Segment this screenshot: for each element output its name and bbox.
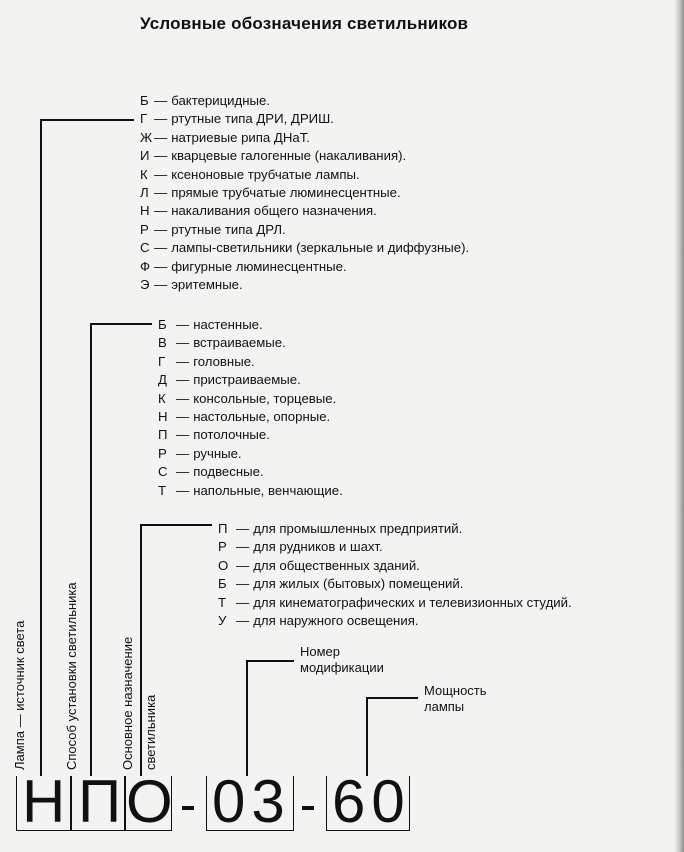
purpose-connector-horizontal bbox=[140, 524, 212, 526]
lamp-type-item bbox=[140, 147, 469, 165]
lamp-type-code: Л bbox=[140, 185, 149, 201]
install-type-dash: — bbox=[176, 409, 190, 425]
lamp-type-item bbox=[140, 110, 469, 128]
code-power-number: 60 bbox=[332, 768, 411, 835]
purpose-type-text: для кинематографических и телевизионных студий. bbox=[253, 594, 572, 610]
purpose-type-list bbox=[218, 520, 572, 630]
install-type-item bbox=[158, 371, 343, 389]
purpose-type-code: П bbox=[218, 521, 228, 536]
modification-label: Номер модификации bbox=[300, 644, 384, 675]
install-type-code: Б bbox=[158, 317, 167, 332]
purpose-type-text: для рудников и шахт. bbox=[253, 539, 383, 555]
install-type-item bbox=[158, 408, 343, 426]
purpose-type-text: для общественных зданий. bbox=[253, 557, 420, 573]
code-separator-1 bbox=[182, 806, 194, 810]
lamp-type-dash: — bbox=[154, 185, 168, 201]
lamp-type-item bbox=[140, 239, 469, 257]
install-type-code: К bbox=[158, 390, 166, 406]
install-type-text: настольные, опорные. bbox=[193, 409, 331, 425]
code-modification-number: 03 bbox=[212, 768, 291, 835]
purpose-type-text: для жилых (бытовых) помещений. bbox=[253, 576, 464, 592]
lamp-type-item bbox=[140, 221, 469, 239]
install-type-code: Г bbox=[158, 353, 166, 369]
purpose-vertical-label-line2: светильника bbox=[143, 694, 158, 770]
lamp-type-code: С bbox=[140, 240, 150, 256]
lamp-type-item bbox=[140, 202, 469, 220]
lamp-vertical-label: Лампа — источник света bbox=[12, 620, 27, 770]
install-type-text: пристраиваемые. bbox=[193, 372, 301, 388]
power-label: Мощность лампы bbox=[424, 683, 487, 714]
install-type-text: потолочные. bbox=[193, 427, 270, 443]
purpose-type-dash: — bbox=[236, 521, 250, 536]
lamp-type-item bbox=[140, 184, 469, 202]
purpose-type-text: для промышленных предприятий. bbox=[253, 521, 463, 536]
install-type-code: В bbox=[158, 335, 167, 351]
install-type-dash: — bbox=[176, 335, 190, 351]
lamp-type-dash: — bbox=[154, 221, 168, 237]
purpose-type-item bbox=[218, 612, 572, 630]
code-lamp-char: Н bbox=[22, 768, 66, 835]
code-separator-2 bbox=[302, 806, 314, 810]
install-type-text: ручные. bbox=[193, 445, 242, 461]
page-edge bbox=[674, 0, 684, 852]
purpose-connector-vertical bbox=[140, 524, 142, 776]
modification-connector-horizontal bbox=[246, 660, 294, 662]
install-type-item bbox=[158, 353, 343, 371]
lamp-type-text: кварцевые галогенные (накаливания). bbox=[171, 148, 407, 164]
lamp-type-dash: — bbox=[154, 166, 168, 182]
install-type-text: напольные, венчающие. bbox=[193, 482, 343, 498]
install-type-dash: — bbox=[176, 445, 190, 461]
lamp-type-dash: — bbox=[154, 240, 168, 256]
lamp-type-item bbox=[140, 166, 469, 184]
install-type-code: С bbox=[158, 464, 168, 480]
lamp-type-dash: — bbox=[154, 111, 168, 127]
install-type-item bbox=[158, 316, 343, 334]
purpose-type-code: Р bbox=[218, 539, 227, 555]
purpose-type-code: У bbox=[218, 613, 227, 629]
install-type-dash: — bbox=[176, 427, 190, 443]
purpose-type-dash: — bbox=[236, 576, 250, 592]
install-type-item bbox=[158, 463, 343, 481]
lamp-type-code: Б bbox=[140, 93, 149, 108]
purpose-type-item bbox=[218, 520, 572, 538]
lamp-type-code: Р bbox=[140, 221, 149, 237]
lamp-type-text: натриевые рипа ДНаТ. bbox=[171, 129, 310, 145]
install-type-text: головные. bbox=[193, 353, 255, 369]
install-type-dash: — bbox=[176, 372, 190, 388]
install-vertical-label: Способ установки светильника bbox=[64, 582, 79, 770]
lamp-type-dash: — bbox=[154, 148, 168, 164]
lamp-type-text: ксеноновые трубчатые лампы. bbox=[171, 166, 360, 182]
purpose-type-dash: — bbox=[236, 594, 250, 610]
purpose-type-item bbox=[218, 575, 572, 593]
lamp-type-text: ртутные типа ДРЛ. bbox=[171, 221, 286, 237]
purpose-type-dash: — bbox=[236, 539, 250, 555]
lamp-type-code: И bbox=[140, 148, 150, 164]
install-type-item bbox=[158, 426, 343, 444]
lamp-type-text: эритемные. bbox=[171, 277, 243, 293]
lamp-type-text: накаливания общего назначения. bbox=[171, 203, 377, 219]
lamp-type-text: бактерицидные. bbox=[171, 93, 270, 108]
install-connector-horizontal bbox=[90, 323, 152, 325]
lamp-type-text: ртутные типа ДРИ, ДРИШ. bbox=[171, 111, 334, 127]
lamp-type-code: Г bbox=[140, 111, 148, 127]
install-type-code: П bbox=[158, 427, 168, 443]
power-connector-vertical bbox=[366, 697, 368, 776]
lamp-type-dash: — bbox=[154, 129, 168, 145]
lamp-type-item bbox=[140, 258, 469, 276]
install-type-dash: — bbox=[176, 317, 190, 332]
purpose-vertical-label-line1: Основное назначение bbox=[120, 636, 135, 770]
install-connector-vertical bbox=[90, 323, 92, 776]
lamp-connector-horizontal bbox=[40, 119, 134, 121]
lamp-type-list bbox=[140, 92, 469, 294]
install-type-text: консольные, торцевые. bbox=[193, 390, 337, 406]
code-purpose-char: О bbox=[126, 768, 173, 835]
page-title: Условные обозначения светильников bbox=[140, 14, 469, 33]
install-type-text: встраиваемые. bbox=[193, 335, 286, 351]
purpose-type-text: для наружного освещения. bbox=[253, 613, 419, 629]
purpose-type-item bbox=[218, 594, 572, 612]
install-type-item bbox=[158, 482, 343, 500]
purpose-type-dash: — bbox=[236, 557, 250, 573]
install-type-code: Т bbox=[158, 482, 167, 498]
purpose-type-dash: — bbox=[236, 613, 250, 629]
code-install-char: П bbox=[78, 768, 122, 835]
install-type-dash: — bbox=[176, 390, 190, 406]
lamp-type-text: лампы-светильники (зеркальные и диффузные). bbox=[171, 240, 470, 256]
lamp-type-dash: — bbox=[154, 258, 168, 274]
install-type-text: настенные. bbox=[193, 317, 263, 332]
lamp-type-code: Н bbox=[140, 203, 150, 219]
install-type-item bbox=[158, 390, 343, 408]
lamp-type-code: Э bbox=[140, 277, 150, 293]
lamp-type-code: К bbox=[140, 166, 148, 182]
install-type-list bbox=[158, 316, 343, 500]
purpose-type-code: О bbox=[218, 557, 229, 573]
lamp-type-item bbox=[140, 129, 469, 147]
install-type-dash: — bbox=[176, 353, 190, 369]
lamp-type-code: Ж bbox=[140, 129, 153, 145]
purpose-type-code: Б bbox=[218, 576, 227, 592]
install-type-item bbox=[158, 445, 343, 463]
install-type-code: Р bbox=[158, 445, 167, 461]
lamp-type-text: прямые трубчатые люминесцентные. bbox=[171, 185, 401, 201]
install-type-code: Д bbox=[158, 372, 167, 388]
install-type-dash: — bbox=[176, 482, 190, 498]
lamp-type-text: фигурные люминесцентные. bbox=[171, 258, 347, 274]
power-connector-horizontal bbox=[366, 697, 418, 699]
purpose-type-item bbox=[218, 538, 572, 556]
lamp-type-code: Ф bbox=[140, 258, 151, 274]
purpose-type-item bbox=[218, 557, 572, 575]
install-type-dash: — bbox=[176, 464, 190, 480]
install-type-item bbox=[158, 334, 343, 352]
lamp-type-item bbox=[140, 92, 469, 110]
modification-connector-vertical bbox=[246, 660, 248, 776]
lamp-type-dash: — bbox=[154, 203, 168, 219]
purpose-type-code: Т bbox=[218, 594, 227, 610]
lamp-connector-vertical bbox=[40, 119, 42, 776]
install-type-code: Н bbox=[158, 409, 168, 425]
lamp-type-dash: — bbox=[154, 93, 168, 108]
install-type-text: подвесные. bbox=[193, 464, 264, 480]
lamp-type-dash: — bbox=[154, 277, 168, 293]
lamp-type-item bbox=[140, 276, 469, 294]
